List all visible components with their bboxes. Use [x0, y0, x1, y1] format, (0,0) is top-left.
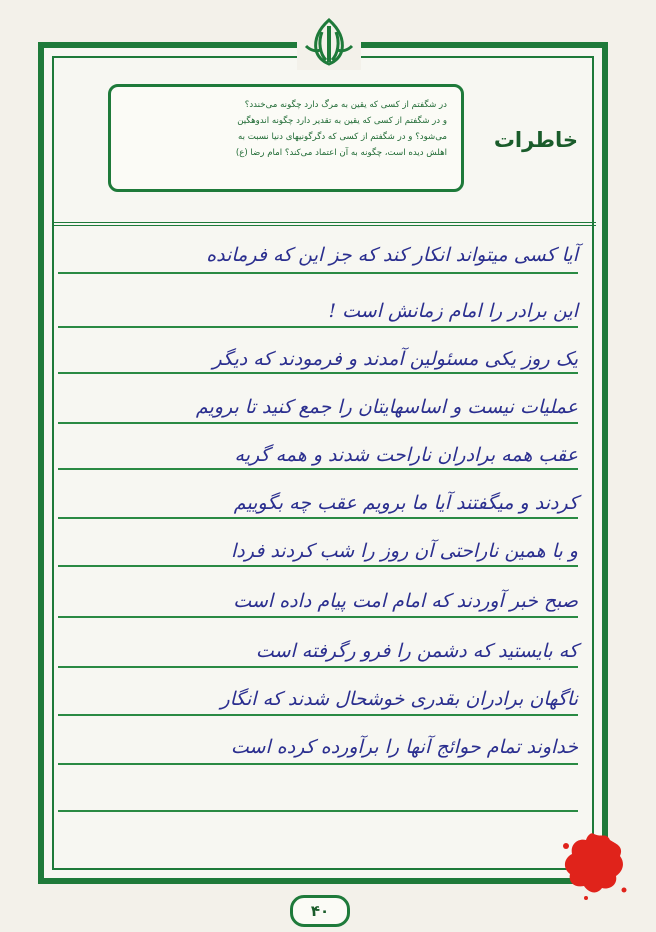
handwritten-line: یک روز یکی مسئولین آمدند و فرمودند که دیگر [212, 348, 578, 370]
hadith-quote-box [108, 84, 464, 192]
section-title: خاطرات [493, 128, 578, 152]
handwritten-line: که بایستید که دشمن را فرو رگرفته است [255, 640, 578, 662]
iran-emblem-icon [297, 14, 361, 70]
handwritten-line: کردند و میگفتند آیا ما برویم عقب چه بگوییم [233, 492, 578, 514]
handwritten-line: و با همین ناراحتی آن روز را شب کردند فردا [230, 540, 578, 562]
ink-splat-icon [556, 826, 632, 902]
quote-line: می‌شود؟ و در شگفتم از کسی که دگرگونیهای دنیا نسبت به [237, 132, 447, 142]
quote-line: در شگفتم از کسی که یقین به مرگ دارد چگونه می‌خندد؟ [244, 100, 447, 110]
handwritten-line: عملیات نیست و اساسهایتان را جمع کنید تا برویم [195, 396, 578, 418]
handwritten-line: عقب همه برادران ناراحت شدند و همه گریه [234, 444, 578, 466]
quote-line: و در شگفتم از کسی که یقین به تقدیر دارد چگونه اندوهگین [237, 116, 447, 126]
handwritten-notes [58, 230, 588, 840]
handwritten-line: این برادر را امام زمانش است ! [328, 300, 578, 322]
handwritten-line: صبح خبر آوردند که امام امت پیام داده است [233, 590, 578, 612]
handwritten-line: آیا کسی میتواند انکار کند که جز این که فرمانده [206, 244, 578, 266]
quote-line: اهلش دیده است، چگونه به آن اعتماد می‌کند؟ امام رضا (ع) [235, 148, 447, 158]
ruled-line [58, 810, 578, 812]
handwritten-line: خداوند تمام حوائج آنها را برآورده کرده است [230, 736, 578, 758]
header-band [52, 70, 596, 226]
handwritten-line: ناگهان برادران بقدری خوشحال شدند که انگار [220, 688, 578, 710]
page-number: ۴۰ [290, 895, 350, 927]
